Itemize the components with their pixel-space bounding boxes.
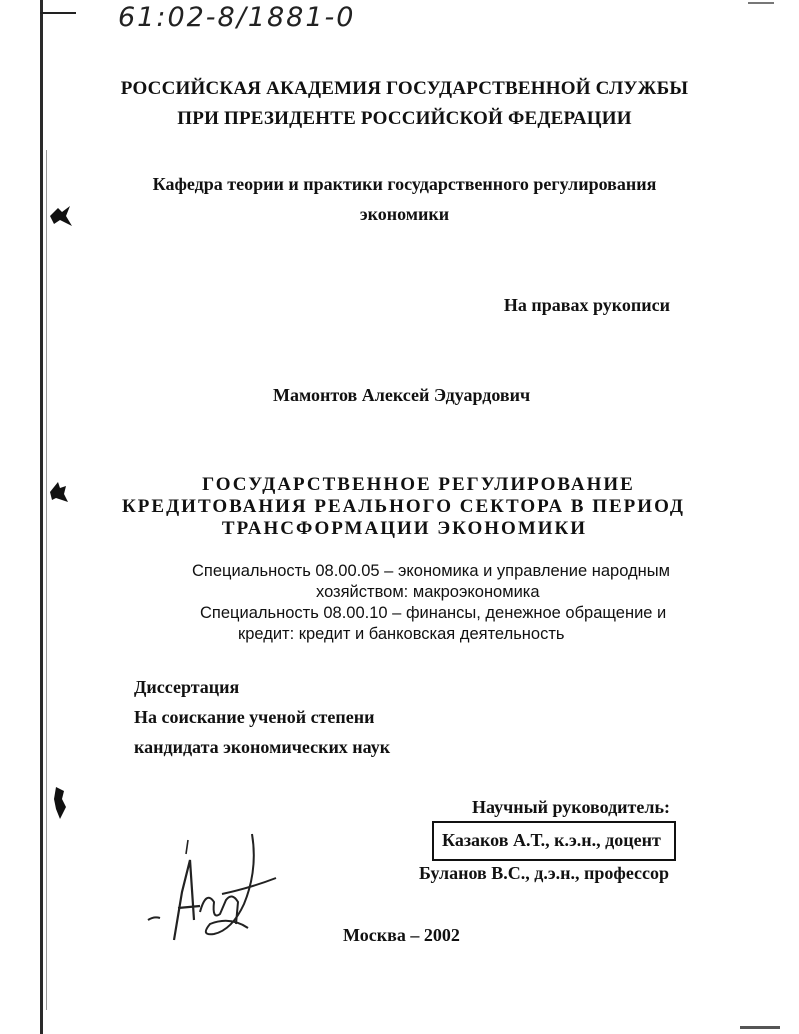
advisor-second: Буланов В.С., д.э.н., профессор xyxy=(419,863,670,883)
advisor-first: Казаков А.Т., к.э.н., доцент xyxy=(442,830,661,850)
specialty-2-line2: кредит: кредит и банковская деятельность xyxy=(238,625,565,643)
specialty-2-line1: Специальность 08.00.10 – финансы, денежное обращение и xyxy=(200,604,667,622)
author-name: Мамонтов Алексей Эдуардович xyxy=(273,385,531,405)
specialty-1-line2: хозяйством: макроэкономика xyxy=(316,583,540,601)
university-name-line2: ПРИ ПРЕЗИДЕНТЕ РОССИЙСКОЙ ФЕДЕРАЦИИ xyxy=(177,108,632,129)
scan-mark-bottom-right xyxy=(740,1026,780,1029)
binding-mark-bottom xyxy=(52,785,68,821)
top-border xyxy=(40,12,76,14)
university-name-line1: РОССИЙСКАЯ АКАДЕМИЯ ГОСУДАРСТВЕННОЙ СЛУЖБЫ xyxy=(120,78,689,99)
binding-edge-shadow xyxy=(46,150,47,1010)
archive-number: 61:02-8/1881-0 xyxy=(118,2,356,33)
department-line2: экономики xyxy=(359,204,450,224)
department-line1: Кафедра теории и практики государственного регулирования xyxy=(152,174,657,194)
degree-type: Диссертация xyxy=(134,677,240,697)
degree-line3: кандидата экономических наук xyxy=(134,737,391,757)
dissertation-title-line1: ГОСУДАРСТВЕННОЕ РЕГУЛИРОВАНИЕ xyxy=(202,474,635,495)
city-year: Москва – 2002 xyxy=(343,925,460,945)
handwritten-signature xyxy=(140,830,290,950)
advisor-label: Научный руководитель: xyxy=(472,797,670,817)
dissertation-title-line2: КРЕДИТОВАНИЯ РЕАЛЬНОГО СЕКТОРА В ПЕРИОД xyxy=(122,496,685,517)
specialty-1-line1: Специальность 08.00.05 – экономика и управление народным xyxy=(192,562,670,580)
scan-mark-top-right xyxy=(748,2,774,4)
degree-line2: На соискание ученой степени xyxy=(134,707,375,727)
dissertation-title-line3: ТРАНСФОРМАЦИИ ЭКОНОМИКИ xyxy=(221,518,588,539)
rights-note: На правах рукописи xyxy=(503,295,670,315)
